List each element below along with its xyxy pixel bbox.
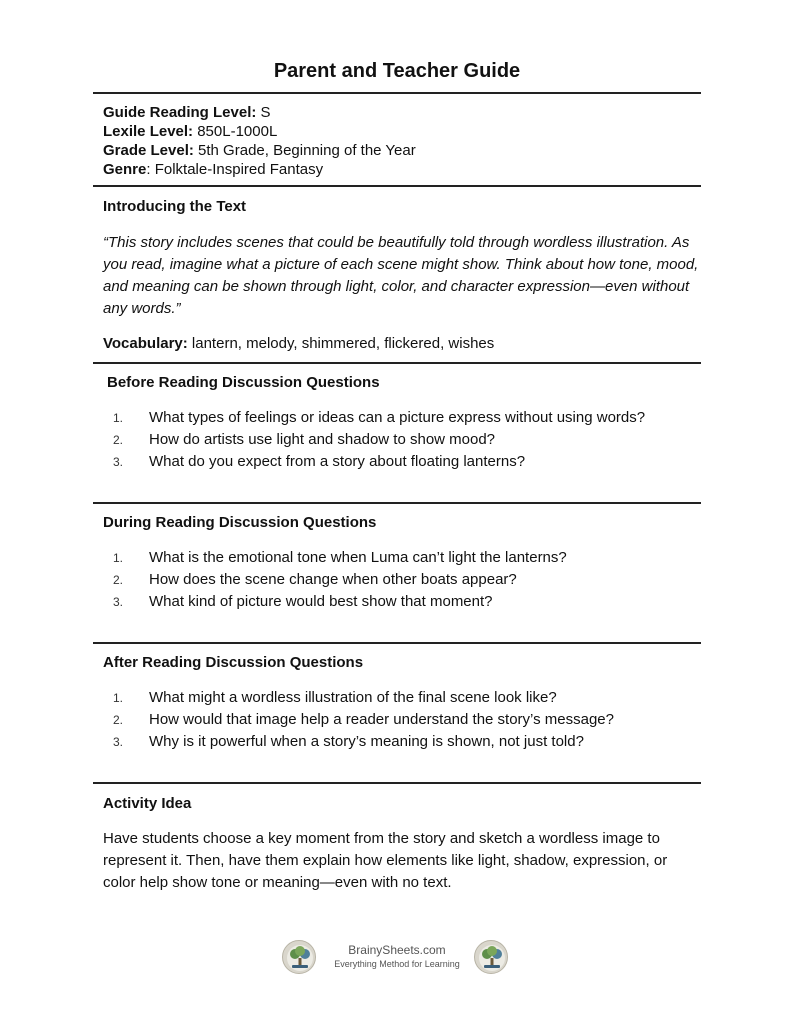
divider — [93, 362, 701, 364]
list-item: 3. What kind of picture would best show that moment? — [113, 593, 493, 610]
divider — [93, 92, 701, 94]
brain-tree-logo-icon — [282, 940, 316, 974]
brain-tree-logo-icon — [474, 940, 508, 974]
after-reading-questions — [103, 688, 703, 754]
lexile-level: Lexile Level: 850L-1000L — [103, 123, 278, 140]
during-reading-questions — [103, 548, 703, 614]
page-title: Parent and Teacher Guide — [273, 60, 521, 82]
vocabulary-words: lantern, melody, shimmered, flickered, wishes — [187, 335, 495, 352]
introducing-heading: Introducing the Text — [103, 198, 247, 215]
genre: Genre: Folktale-Inspired Fantasy — [103, 161, 324, 178]
before-reading-heading: Before Reading Discussion Questions — [107, 374, 380, 391]
vocabulary-label: Vocabulary: — [103, 335, 188, 352]
list-item: 2. How does the scene change when other boats appear? — [113, 571, 517, 588]
divider — [93, 502, 701, 504]
divider — [93, 185, 701, 187]
list-item: 2. How would that image help a reader understand the story’s message? — [113, 711, 614, 728]
vocabulary-line — [103, 334, 494, 353]
after-reading-heading: After Reading Discussion Questions — [103, 654, 364, 671]
activity-text: Have students choose a key moment from the story and sketch a wordless image to represent it. Then, have them explain how elements like light, shadow, expression, or color help show tone or meaning—even with no text. — [103, 830, 668, 891]
grade-level: Grade Level: 5th Grade, Beginning of the Year — [103, 142, 416, 159]
list-item: 3. Why is it powerful when a story’s meaning is shown, not just told? — [113, 733, 584, 750]
footer-site: BrainySheets.com — [348, 943, 446, 957]
list-item: 1. What might a wordless illustration of the final scene look like? — [113, 689, 557, 706]
list-item: 3. What do you expect from a story about floating lanterns? — [113, 453, 526, 470]
reading-level-info — [103, 103, 416, 179]
guide-reading-level: Guide Reading Level: S — [103, 104, 271, 121]
divider — [93, 642, 701, 644]
footer-tagline: Everything Method for Learning — [334, 959, 460, 969]
footer — [280, 938, 514, 978]
introducing-quote: “This story includes scenes that could be beautifully told through wordless illustration. As you read, imagine what a picture of each scene might show. Think about how tone, mood, and meaning can be shown through light, color, and character expression—even without any words.” — [103, 234, 699, 317]
during-reading-heading: During Reading Discussion Questions — [103, 514, 377, 531]
list-item: 2. How do artists use light and shadow to show mood? — [113, 431, 496, 448]
list-item: 1. What is the emotional tone when Luma can’t light the lanterns? — [113, 549, 567, 566]
list-item: 1. What types of feelings or ideas can a picture express without using words? — [113, 409, 646, 426]
divider — [93, 782, 701, 784]
before-reading-questions — [103, 408, 703, 474]
activity-heading: Activity Idea — [103, 795, 192, 812]
